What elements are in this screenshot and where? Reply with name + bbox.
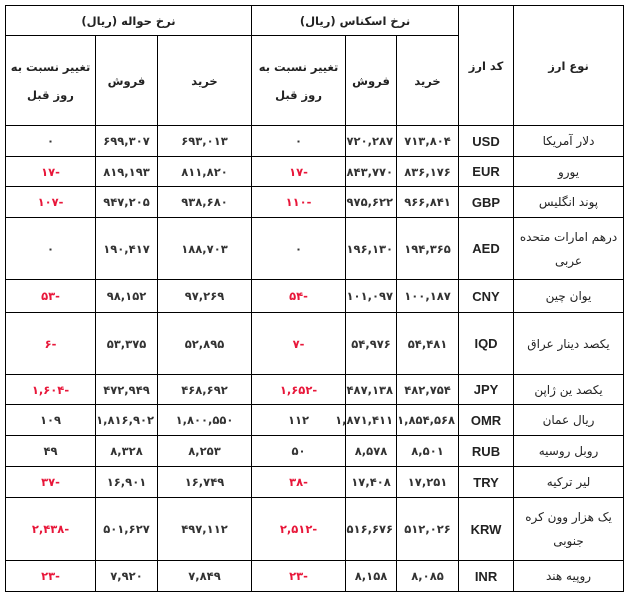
table-row	[6, 498, 624, 561]
cash-buy: ۱۹۴,۳۶۵	[397, 218, 459, 280]
cash-buy: ۵۱۲,۰۲۶	[397, 498, 459, 561]
currency-name: دلار آمریکا	[514, 126, 624, 157]
transfer-sell: ۸,۳۲۸	[96, 436, 158, 467]
transfer-buy: ۵۲,۸۹۵	[158, 313, 252, 375]
currency-name: لیر ترکیه	[514, 467, 624, 498]
cash-sell: ۱۷,۴۰۸	[346, 467, 397, 498]
transfer-buy: ۶۹۳,۰۱۳	[158, 126, 252, 157]
cash-change: ۰	[252, 218, 346, 280]
table-row	[6, 187, 624, 218]
cash-sell: ۵۴,۹۷۶	[346, 313, 397, 375]
cash-buy: ۱۷,۲۵۱	[397, 467, 459, 498]
cash-change: ۱۱۲	[252, 405, 346, 436]
transfer-change: -۲,۴۳۸	[6, 498, 96, 561]
header-cash-buy: خرید	[397, 36, 459, 126]
header-cash-rate: نرخ اسکناس (ریال)	[252, 6, 459, 36]
cash-sell: ۴۸۷,۱۳۸	[346, 375, 397, 405]
transfer-sell: ۷,۹۲۰	[96, 561, 158, 592]
cash-buy: ۸,۰۸۵	[397, 561, 459, 592]
transfer-buy: ۸,۲۵۳	[158, 436, 252, 467]
cash-sell: ۸۴۳,۷۷۰	[346, 157, 397, 187]
cash-buy: ۸,۵۰۱	[397, 436, 459, 467]
cash-sell: ۱,۸۷۱,۴۱۱	[346, 405, 397, 436]
cash-change: ۰	[252, 126, 346, 157]
transfer-change: -۵۳	[6, 280, 96, 313]
cash-change: -۱۷	[252, 157, 346, 187]
header-transfer-sell: فروش	[96, 36, 158, 126]
currency-name: یورو	[514, 157, 624, 187]
transfer-buy: ۹۷,۲۶۹	[158, 280, 252, 313]
transfer-sell: ۶۹۹,۳۰۷	[96, 126, 158, 157]
currency-code: CNY	[459, 280, 514, 313]
transfer-buy: ۸۱۱,۸۲۰	[158, 157, 252, 187]
currency-code: TRY	[459, 467, 514, 498]
transfer-change: -۱۰۷	[6, 187, 96, 218]
table-row	[6, 218, 624, 280]
table-row	[6, 561, 624, 592]
currency-name: یکصد دینار عراق	[514, 313, 624, 375]
transfer-change: -۲۳	[6, 561, 96, 592]
currency-name: روبل روسیه	[514, 436, 624, 467]
cash-buy: ۵۴,۴۸۱	[397, 313, 459, 375]
cash-buy: ۱,۸۵۴,۵۶۸	[397, 405, 459, 436]
cash-change: -۵۴	[252, 280, 346, 313]
table-row	[6, 157, 624, 187]
currency-name: یکصد ین ژاپن	[514, 375, 624, 405]
cash-buy: ۱۰۰,۱۸۷	[397, 280, 459, 313]
transfer-sell: ۹۴۷,۲۰۵	[96, 187, 158, 218]
transfer-buy: ۹۳۸,۶۸۰	[158, 187, 252, 218]
cash-buy: ۴۸۲,۷۵۴	[397, 375, 459, 405]
currency-code: IQD	[459, 313, 514, 375]
currency-name: روپیه هند	[514, 561, 624, 592]
currency-name: یوان چین	[514, 280, 624, 313]
cash-sell: ۱۹۶,۱۳۰	[346, 218, 397, 280]
header-transfer-rate: نرخ حواله (ریال)	[6, 6, 252, 36]
table-row	[6, 405, 624, 436]
cash-sell: ۷۲۰,۲۸۷	[346, 126, 397, 157]
transfer-change: ۰	[6, 218, 96, 280]
currency-code: AED	[459, 218, 514, 280]
cash-change: ۵۰	[252, 436, 346, 467]
transfer-sell: ۵۳,۳۷۵	[96, 313, 158, 375]
cash-change: -۲,۵۱۲	[252, 498, 346, 561]
transfer-change: ۱۰۹	[6, 405, 96, 436]
currency-code: INR	[459, 561, 514, 592]
transfer-buy: ۱۸۸,۷۰۳	[158, 218, 252, 280]
currency-code: GBP	[459, 187, 514, 218]
transfer-change: -۱۷	[6, 157, 96, 187]
transfer-buy: ۴۹۷,۱۱۲	[158, 498, 252, 561]
currency-code: OMR	[459, 405, 514, 436]
transfer-change: -۱,۶۰۴	[6, 375, 96, 405]
table-row	[6, 280, 624, 313]
transfer-change: ۰	[6, 126, 96, 157]
currency-name: پوند انگلیس	[514, 187, 624, 218]
table-row	[6, 436, 624, 467]
cash-change: -۳۸	[252, 467, 346, 498]
table-row	[6, 467, 624, 498]
header-transfer-change: تغییر نسبت به روز قبل	[6, 36, 96, 126]
transfer-change: -۶	[6, 313, 96, 375]
header-currency-code: کد ارز	[459, 6, 514, 126]
table-row	[6, 126, 624, 157]
transfer-sell: ۱۹۰,۴۱۷	[96, 218, 158, 280]
transfer-change: ۴۹	[6, 436, 96, 467]
transfer-buy: ۱,۸۰۰,۵۵۰	[158, 405, 252, 436]
currency-code: KRW	[459, 498, 514, 561]
transfer-sell: ۹۸,۱۵۲	[96, 280, 158, 313]
transfer-sell: ۱,۸۱۶,۹۰۲	[96, 405, 158, 436]
cash-sell: ۸,۱۵۸	[346, 561, 397, 592]
transfer-buy: ۷,۸۴۹	[158, 561, 252, 592]
transfer-sell: ۵۰۱,۶۲۷	[96, 498, 158, 561]
cash-change: -۱,۶۵۲	[252, 375, 346, 405]
cash-sell: ۵۱۶,۶۷۶	[346, 498, 397, 561]
transfer-sell: ۴۷۲,۹۴۹	[96, 375, 158, 405]
transfer-sell: ۸۱۹,۱۹۳	[96, 157, 158, 187]
cash-change: -۲۳	[252, 561, 346, 592]
transfer-change: -۳۷	[6, 467, 96, 498]
currency-code: JPY	[459, 375, 514, 405]
currency-name: یک هزار وون کره جنوبی	[514, 498, 624, 561]
cash-change: -۷	[252, 313, 346, 375]
cash-buy: ۹۶۶,۸۴۱	[397, 187, 459, 218]
cash-buy: ۷۱۳,۸۰۴	[397, 126, 459, 157]
exchange-rates-table	[5, 5, 624, 592]
cash-change: -۱۱۰	[252, 187, 346, 218]
header-transfer-buy: خرید	[158, 36, 252, 126]
header-cash-sell: فروش	[346, 36, 397, 126]
cash-sell: ۹۷۵,۶۲۲	[346, 187, 397, 218]
currency-name: ریال عمان	[514, 405, 624, 436]
currency-code: RUB	[459, 436, 514, 467]
cash-sell: ۸,۵۷۸	[346, 436, 397, 467]
currency-code: EUR	[459, 157, 514, 187]
header-cash-change: تغییر نسبت به روز قبل	[252, 36, 346, 126]
cash-sell: ۱۰۱,۰۹۷	[346, 280, 397, 313]
table-row	[6, 375, 624, 405]
currency-name: درهم امارات متحده عربی	[514, 218, 624, 280]
transfer-buy: ۱۶,۷۴۹	[158, 467, 252, 498]
transfer-sell: ۱۶,۹۰۱	[96, 467, 158, 498]
currency-code: USD	[459, 126, 514, 157]
transfer-buy: ۴۶۸,۶۹۲	[158, 375, 252, 405]
header-currency-type: نوع ارز	[514, 6, 624, 126]
table-row	[6, 313, 624, 375]
cash-buy: ۸۳۶,۱۷۶	[397, 157, 459, 187]
